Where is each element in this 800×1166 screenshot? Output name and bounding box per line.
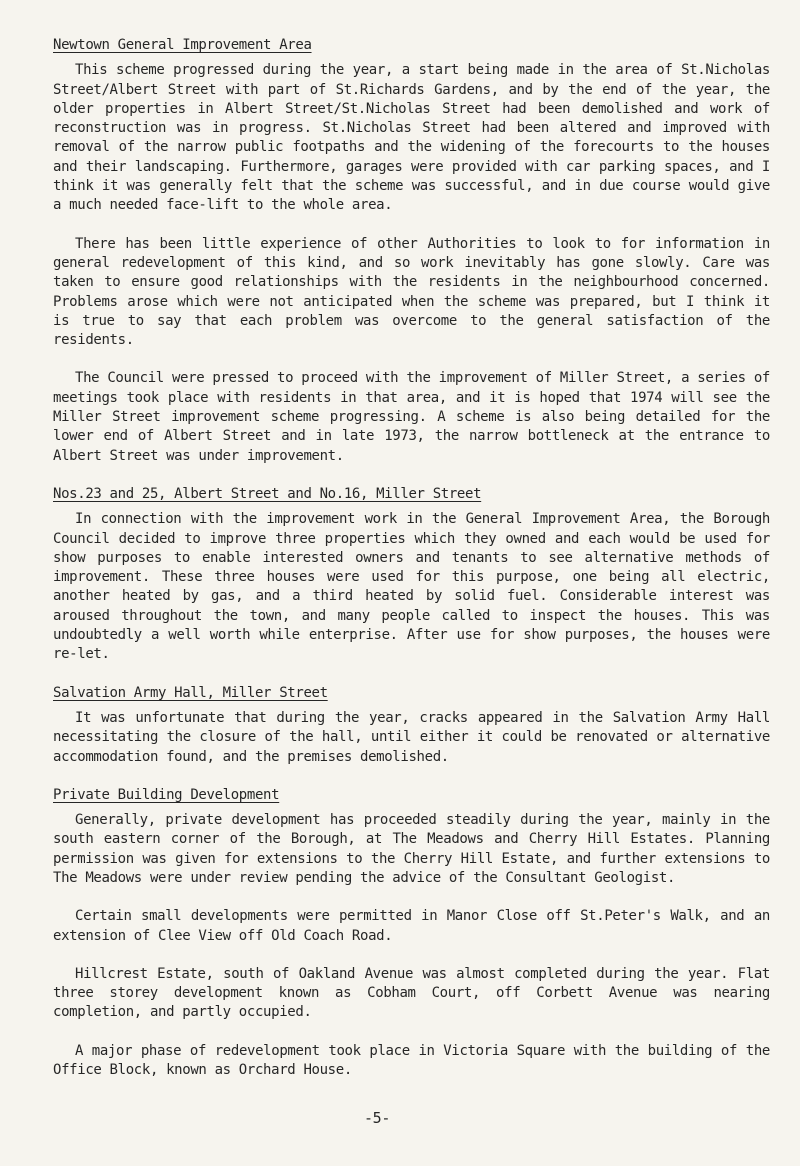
paragraph: This scheme progressed during the year, a start being made in the area of St.Nicholas Street/Albert Street with part of St.Richards Gardens, and by the end of the year, the older properties in Albert Street/St.Nicholas Street had been demolished and work of reconstruction was in progress. St.Nicholas Street had been altered and improved with removal of the narrow public footpaths and the widening of the forecourts to the houses and their landscaping. Furthermore, garages were provided with car parking spaces, and I think it was generally felt that the scheme was successful, and in due course would give a much needed face-lift to the whole area. <box>53 62 770 214</box>
paragraph: Generally, private development has proceeded steadily during the year, mainly in the south eastern corner of the Borough, at The Meadows and Cherry Hill Estates. Planning permission was given for extensions to the Cherry Hill Estate, and further extensions to The Meadows were under review pending the advice of the Consultant Geologist. <box>53 812 770 886</box>
section-heading-albert-street: Nos.23 and 25, Albert Street and No.16, Miller Street <box>53 485 482 502</box>
section-heading-private-building: Private Building Development <box>53 786 280 803</box>
section-heading-salvation-army: Salvation Army Hall, Miller Street <box>53 684 328 701</box>
paragraph: In connection with the improvement work in the General Improvement Area, the Borough Council decided to improve three properties which they owned and each would be used for show purposes to enable interested owners and tenants to see alternative methods of improvement. These three houses were used for this purpose, one being all electric, another heated by gas, and a third heated by solid fuel. Considerable interest was aroused throughout the town, and many people called to inspect the houses. This was undoubtedly a well worth while enterprise. After use for show purposes, the houses were re-let. <box>53 511 770 663</box>
paragraph: Certain small developments were permitted in Manor Close off St.Peter's Walk, and an extension of Clee View off Old Coach Road. <box>53 908 770 944</box>
paragraph: A major phase of redevelopment took place in Victoria Square with the building of the Office Block, known as Orchard House. <box>53 1042 770 1079</box>
paragraph: Hillcrest Estate, south of Oakland Avenue was almost completed during the year. Flat three storey development known as Cobham Court, off Corbett Avenue was nearing completion, and partly occupied. <box>53 965 770 1021</box>
paragraph: There has been little experience of other Authorities to look to for information in general redevelopment of this kind, and so work inevitably has gone slowly. Care was taken to ensure good relationships with the residents in the neighbourhood concerned. Problems arose which were not anticipated when the scheme was prepared, but I think it is true to say that each problem was overcome to the general satisfaction of the residents. <box>53 235 770 349</box>
paragraph: The Council were pressed to proceed with the improvement of Miller Street, a series of meetings took place with residents in that area, and it is hoped that 1974 will see the Miller Street improvement scheme progressing. A scheme is also being detailed for the lower end of Albert Street and in late 1973, the narrow bottleneck at the entrance to Albert Street was under improvement. <box>53 370 770 464</box>
paragraph: It was unfortunate that during the year, cracks appeared in the Salvation Army Hall necessitating the closure of the hall, until either it could be renovated or alternative accommodation found, and the premises demolished. <box>53 709 770 765</box>
section-heading-newtown: Newtown General Improvement Area <box>53 37 312 53</box>
page-number: -5- <box>364 1109 391 1127</box>
